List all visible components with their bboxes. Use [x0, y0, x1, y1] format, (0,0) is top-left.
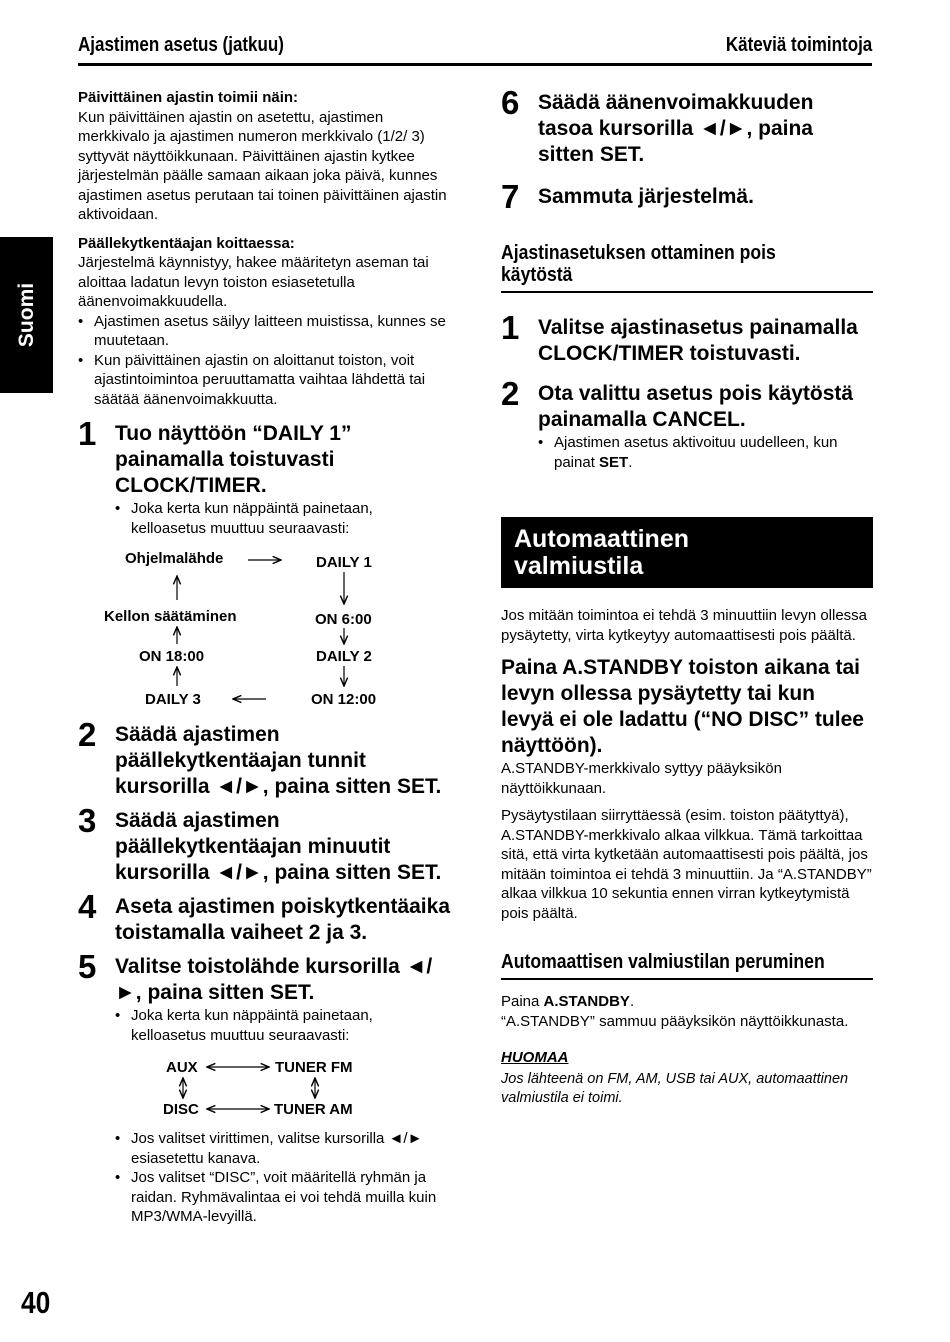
disable-step-2	[501, 375, 873, 433]
step-1	[78, 415, 450, 499]
page-number: 40	[21, 1285, 51, 1320]
step-number: 2	[501, 375, 520, 412]
diagram-on600: ON 6:00	[315, 611, 372, 628]
step-text: Säädä äänenvoimakkuuden tasoa kursorilla ◄/►, paina sitten SET.	[538, 91, 814, 166]
step-text: Ota valittu asetus pois käytöstä painamalla CANCEL.	[538, 382, 854, 431]
step-number: 1	[501, 309, 520, 346]
step-3	[78, 802, 450, 886]
header-section-title: Ajastimen asetus (jatkuu)	[78, 34, 284, 56]
step-text: Tuo näyttöön “DAILY 1” painamalla toistuvasti CLOCK/TIMER.	[115, 422, 352, 497]
step-number: 2	[78, 716, 97, 753]
header-chapter-title: Käteviä toimintoja	[725, 34, 872, 56]
auto-text-1: A.STANDBY-merkkivalo syttyy pääyksikön näyttöikkunaan.	[501, 760, 782, 797]
step-6	[501, 84, 873, 168]
end-bullet: • Jos valitset “DISC”, voit määritellä ryhmän ja raidan. Ryhmävalintaa ei voi tehdä muilla kuin MP3/WMA-levyillä.	[78, 1168, 450, 1227]
step-number: 1	[78, 415, 97, 452]
step-text: Säädä ajastimen päällekytkentäajan minuutit kursorilla ◄/►, paina sitten SET.	[115, 809, 442, 884]
cancel-instruction: Paina A.STANDBY.	[501, 993, 635, 1010]
step-bullet: • Ajastimen asetus aktivoituu uudelleen, kun painat SET.	[501, 433, 873, 472]
on-time-heading: Päällekytkentäajan koittaessa:	[78, 234, 295, 252]
diagram-tuner-am: TUNER AM	[274, 1101, 353, 1118]
end-bullet: • Jos valitset virittimen, valitse kursorilla ◄/► esiasetettu kanava.	[78, 1129, 450, 1168]
step-7	[501, 178, 873, 215]
diagram-tuner-fm: TUNER FM	[275, 1059, 353, 1076]
auto-instruction: Paina A.STANDBY toiston aikana tai levyn ollessa pysäytetty tai kun levyä ei ole ladattu (“NO DISC” tulee näyttöön).	[501, 656, 864, 757]
step-bullet: • Joka kerta kun näppäintä painetaan, kelloasetus muuttuu seuraavasti:	[78, 499, 450, 538]
step-number: 3	[78, 802, 97, 839]
note-bullet: • Kun päivittäinen ajastin on aloittanut toiston, voit ajastintoimintoa peruuttamatta vaihtaa lähdettä tai säätää äänenvoimakkuutta.	[78, 351, 450, 410]
left-column	[78, 88, 450, 1227]
clock-cycle-diagram	[78, 538, 450, 716]
right-column	[501, 84, 873, 1108]
step-text: Sammuta järjestelmä.	[538, 185, 754, 208]
daily-heading: Päivittäinen ajastin toimii näin:	[78, 89, 299, 106]
step-number: 6	[501, 84, 520, 121]
diagram-arrows	[78, 1045, 450, 1129]
step-5	[78, 948, 450, 1006]
step-text: Säädä ajastimen päällekytkentäajan tunnit kursorilla ◄/►, paina sitten SET.	[115, 723, 442, 798]
diagram-daily3: DAILY 3	[145, 691, 201, 708]
auto-intro: Jos mitään toimintoa ei tehdä 3 minuuttiin levyn ollessa pysäytetty, virta kytkeytyy automaattisesti pois päältä.	[501, 607, 868, 644]
daily-text: Kun päivittäinen ajastin on asetettu, ajastimen merkkivalo ja ajastimen numeron merkkivalo (1/2/ 3) syttyvät näyttöikkunaan. Päivittäinen ajastin kytkee järjestelmän päälle samaan aikaan joka päivä, kunnes ajastimen asetus perutaan tai toinen päivittäinen ajastin aktivoidaan.	[78, 108, 447, 223]
cancel-heading: Automaattisen valmiustilan peruminen	[501, 951, 825, 973]
diagram-disc: DISC	[163, 1101, 199, 1118]
disable-step-1	[501, 309, 873, 367]
auto-standby-title: Automaattinen valmiustila	[501, 517, 873, 588]
note-title: HUOMAA	[501, 1049, 569, 1066]
step-number: 7	[501, 178, 520, 215]
step-text: Aseta ajastimen poiskytkentäaika toistamalla vaiheet 2 ja 3.	[115, 895, 450, 944]
disable-heading-line2: käytöstä	[501, 264, 573, 286]
header-rule	[78, 63, 872, 66]
language-tab-label: Suomi	[14, 282, 38, 348]
disable-heading-line1: Ajastinasetuksen ottaminen pois	[501, 242, 776, 264]
diagram-aux: AUX	[166, 1059, 198, 1076]
language-tab	[0, 237, 53, 393]
diagram-arrows	[78, 538, 450, 716]
cancel-text: “A.STANDBY” sammuu pääyksikön näyttöikkunasta.	[501, 1012, 849, 1030]
note-text: Jos lähteenä on FM, AM, USB tai AUX, automaattinen valmiustila ei toimi.	[501, 1071, 849, 1106]
note-bullet: • Ajastimen asetus säilyy laitteen muistissa, kunnes se muutetaan.	[78, 312, 450, 351]
diagram-daily1: DAILY 1	[316, 554, 372, 571]
diagram-source: Ohjelmalähde	[125, 550, 224, 567]
step-4	[78, 888, 450, 946]
diagram-on1800: ON 18:00	[139, 648, 205, 665]
diagram-clock: Kellon säätäminen	[104, 608, 237, 625]
step-2	[78, 716, 450, 800]
source-cycle-diagram	[78, 1045, 450, 1129]
step-number: 5	[78, 948, 97, 985]
step-text: Valitse toistolähde kursorilla ◄/►, paina sitten SET.	[115, 955, 433, 1004]
diagram-daily2: DAILY 2	[316, 648, 372, 665]
auto-text-2: Pysäytystilaan siirryttäessä (esim. toiston päätyttyä), A.STANDBY-merkkivalo alkaa vilkkua. Tämä tarkoittaa sitä, että virta kytketään automaattisesti pois päältä, jos mitään toimintoa ei tehdä 3 minuuttiin. Ja “A.STANDBY” alkaa vilkkua 10 sekuntia ennen virran kytkeytymistä pois päältä.	[501, 807, 872, 922]
on-time-text: Järjestelmä käynnistyy, hakee määritetyn aseman tai aloittaa ladatun levyn toiston esiasetetulla äänenvoimakkuudella.	[78, 254, 429, 310]
diagram-on1200: ON 12:00	[311, 691, 377, 708]
step-bullet: • Joka kerta kun näppäintä painetaan, kelloasetus muuttuu seuraavasti:	[78, 1006, 450, 1045]
step-number: 4	[78, 888, 97, 925]
step-text: Valitse ajastinasetus painamalla CLOCK/TIMER toistuvasti.	[538, 316, 858, 365]
